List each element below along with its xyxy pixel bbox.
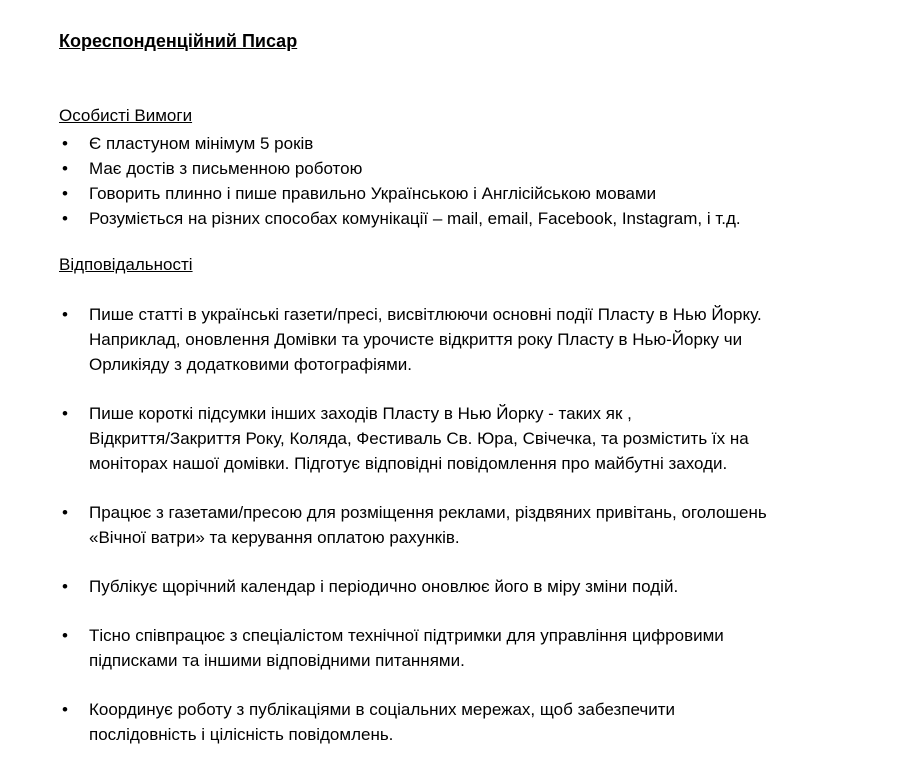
responsibilities-heading: Відповідальності bbox=[59, 255, 193, 274]
requirement-text: Є пластуном мінімум 5 років bbox=[89, 134, 314, 153]
responsibility-line: Тісно співпрацює з спеціалістом технічної підтримки для управління цифровими bbox=[89, 626, 724, 645]
list-item bbox=[59, 500, 839, 550]
list-item bbox=[59, 206, 859, 231]
bullet-icon: • bbox=[62, 503, 68, 522]
responsibility-line: моніторах нашої домівки. Підготує відповідні повідомлення про майбутні заходи. bbox=[89, 454, 728, 473]
list-item bbox=[59, 156, 859, 181]
requirement-text: Має достів з письменною роботою bbox=[89, 159, 363, 178]
list-item bbox=[59, 574, 839, 599]
requirement-text: Говорить плинно і пише правильно Українською і Англісійською мовами bbox=[89, 184, 657, 203]
requirements-heading: Особисті Вимоги bbox=[59, 106, 193, 125]
bullet-icon: • bbox=[62, 404, 68, 423]
responsibility-line: Працює з газетами/пресою для розміщення реклами, різдвяних привітань, оголошень bbox=[89, 503, 767, 522]
list-item bbox=[59, 401, 839, 476]
responsibility-line: підписками та іншими відповідними питаннями. bbox=[89, 651, 465, 670]
bullet-icon: • bbox=[62, 159, 68, 178]
responsibility-line: Координує роботу з публікаціями в соціальних мережах, щоб забезпечити bbox=[89, 700, 675, 719]
list-item bbox=[59, 623, 839, 673]
bullet-icon: • bbox=[62, 626, 68, 645]
bullet-icon: • bbox=[62, 577, 68, 596]
list-item bbox=[59, 181, 859, 206]
bullet-icon: • bbox=[62, 209, 68, 228]
bullet-icon: • bbox=[62, 305, 68, 324]
responsibility-line: послідовність і цілісність повідомлень. bbox=[89, 725, 394, 744]
responsibility-line: Пише статті в українські газети/пресі, висвітлюючи основні події Пласту в Нью Йорку. bbox=[89, 305, 762, 324]
list-item bbox=[59, 302, 839, 377]
responsibility-line: Орликіяду з додатковими фотографіями. bbox=[89, 355, 412, 374]
responsibility-line: «Вічної ватри» та керування оплатою рахунків. bbox=[89, 528, 460, 547]
responsibilities-list bbox=[59, 302, 839, 771]
responsibility-line: Публікує щорічний календар і періодично оновлює його в міру зміни подій. bbox=[89, 577, 679, 596]
bullet-icon: • bbox=[62, 184, 68, 203]
bullet-icon: • bbox=[62, 700, 68, 719]
responsibility-line: Пише короткі підсумки інших заходів Пласту в Нью Йорку - таких як , bbox=[89, 404, 632, 423]
document-title: Кореспонденційний Писар bbox=[59, 31, 298, 51]
list-item bbox=[59, 131, 859, 156]
list-item bbox=[59, 697, 839, 747]
requirements-list bbox=[59, 131, 859, 231]
requirement-text: Розуміється на різних способах комунікації – mail, email, Facebook, Instagram, і т.д. bbox=[89, 209, 741, 228]
responsibility-line: Відкриття/Закриття Року, Коляда, Фестиваль Св. Юра, Свічечка, та розмістить їх на bbox=[89, 429, 749, 448]
bullet-icon: • bbox=[62, 134, 68, 153]
responsibility-line: Наприклад, оновлення Домівки та урочисте відкриття року Пласту в Нью-Йорку чи bbox=[89, 330, 743, 349]
